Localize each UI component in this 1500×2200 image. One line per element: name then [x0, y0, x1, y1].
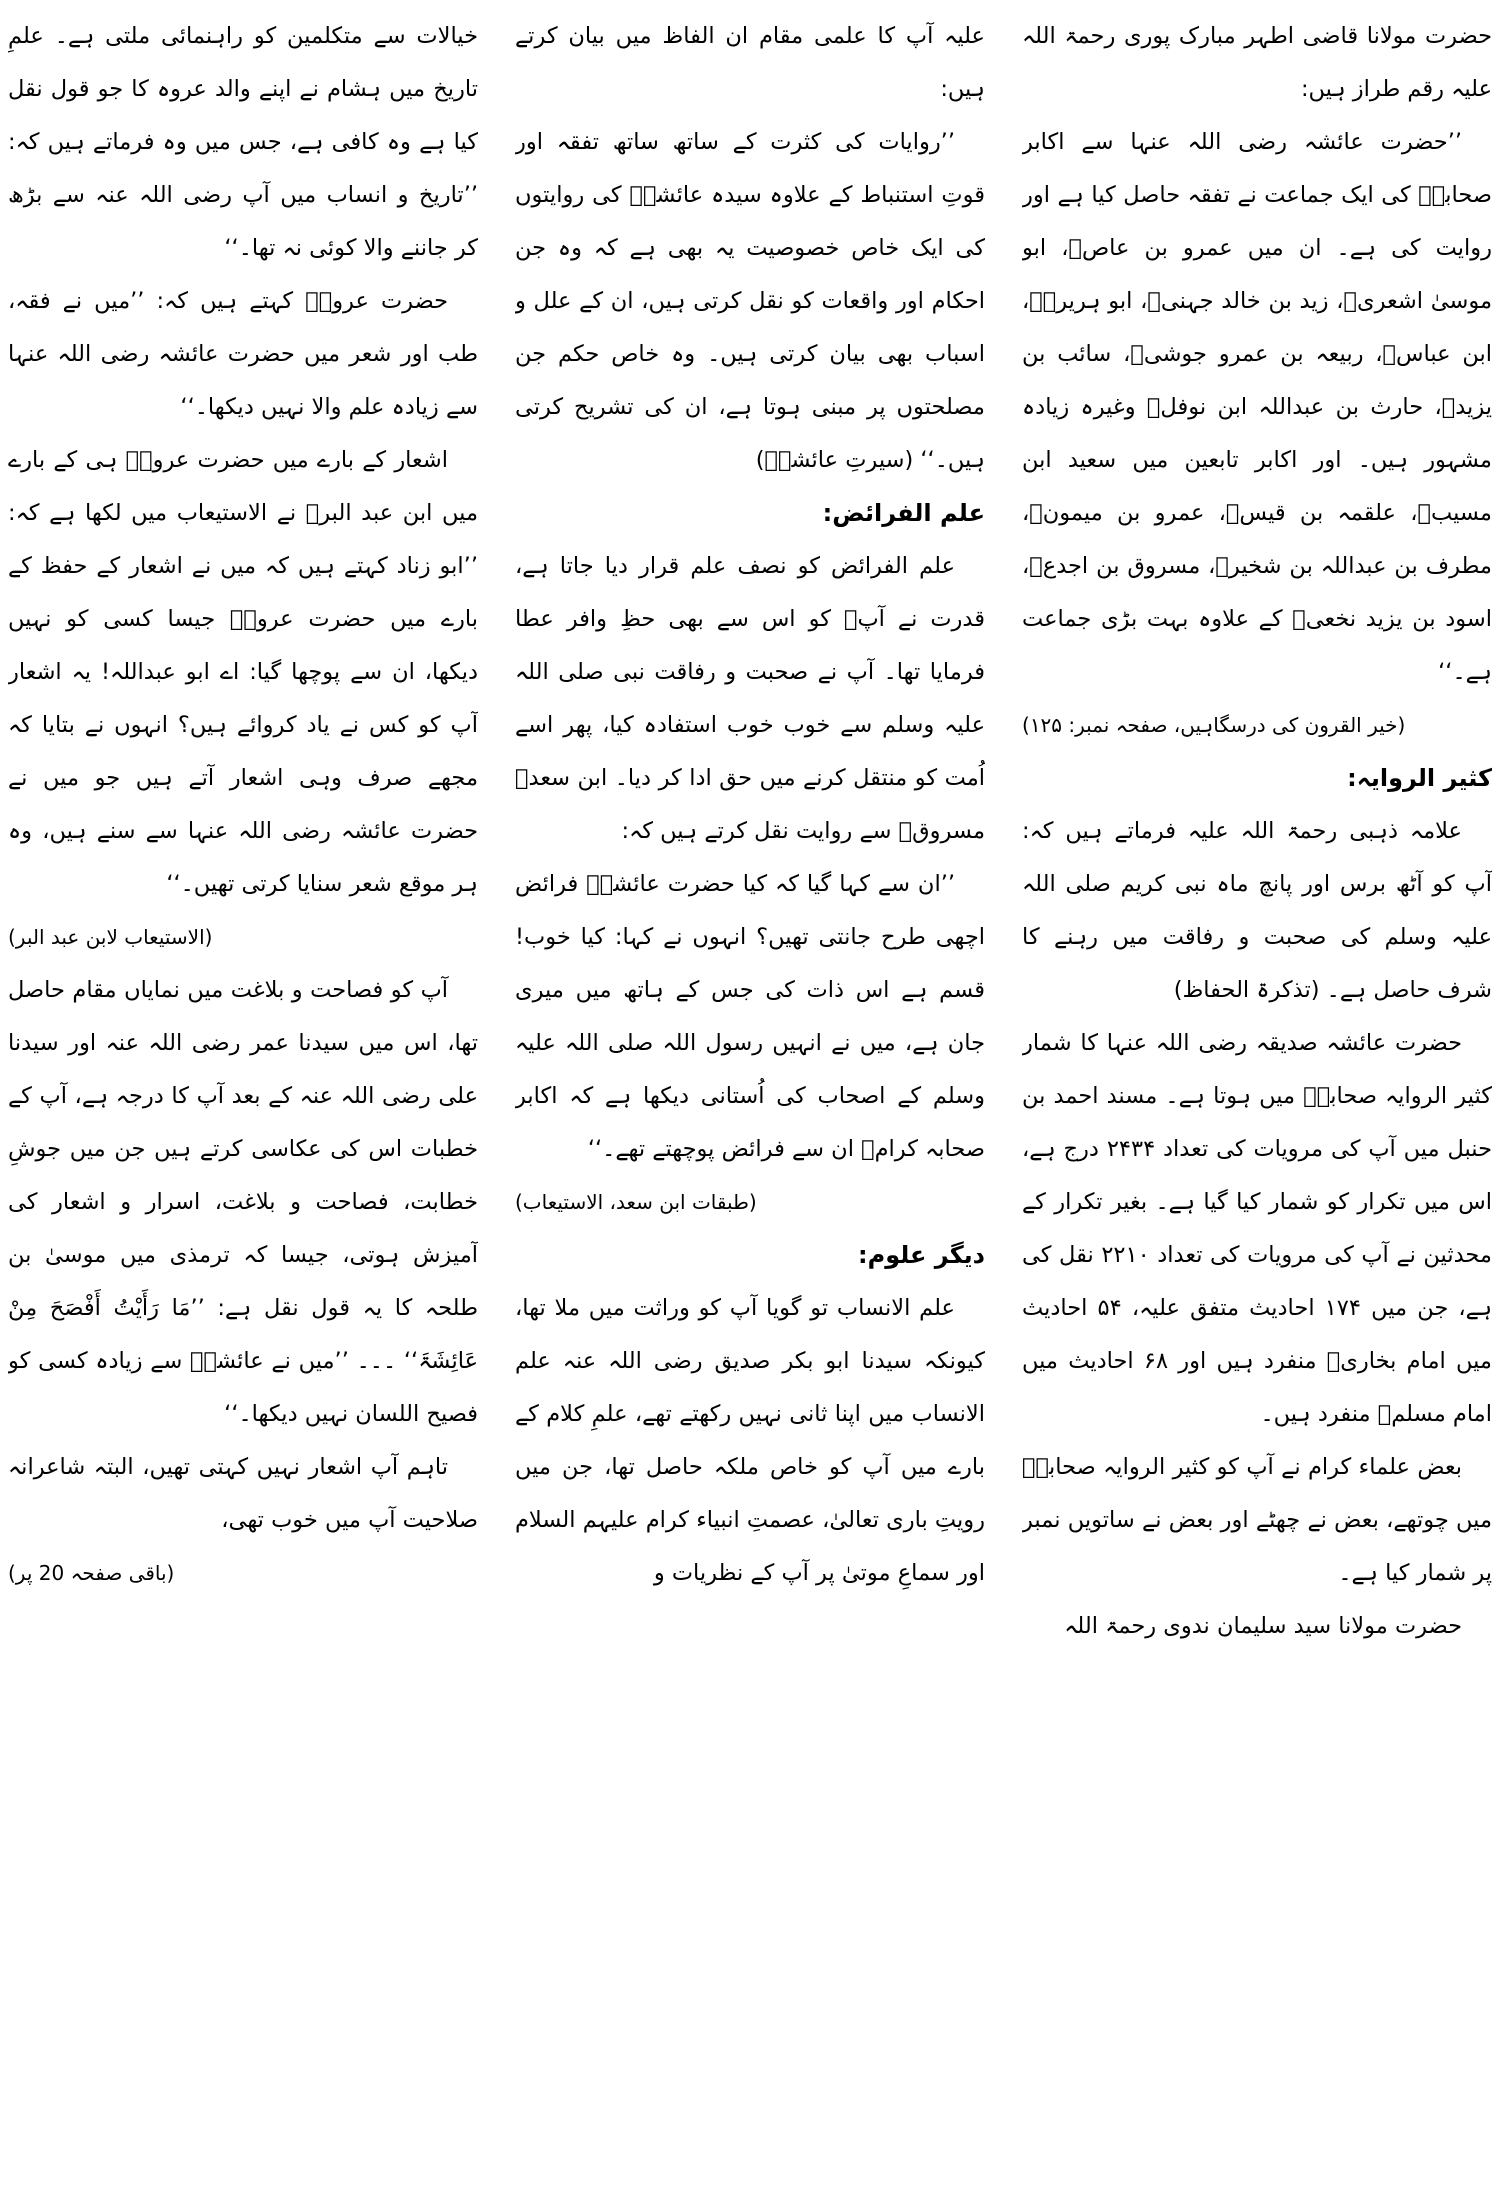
quote-paragraph: ’’حضرت عائشہ رضی اللہ عنہا سے اکابر صحابہؓ کی ایک جماعت نے تفقہ حاصل کیا ہے اور روایت کی ہے۔ ان میں عمرو بن عاصؓ، ابو موسیٰ اشعریؓ، زید بن خالد جہنیؓ، ابو ہریرہؓ، ابن عباسؓ، ربیعہ بن عمرو جوشیؓ، سائب بن یزیدؓ، حارث بن عبداللہ ابن نوفلؓ وغیرہ زیادہ مشہور ہیں۔ اور اکابر تابعین میں سعید ابن مسیبؒ، علقمہ بن قیسؒ، عمرو بن میمونؒ، مطرف بن عبداللہ بن شخیرؒ، مسروق بن اجدعؒ، اسود بن یزید نخعیؒ کے علاوہ بہت بڑی جماعت ہے۔‘‘ [1022, 129, 1492, 685]
paragraph: بعض علماء کرام نے آپ کو کثیر الروایہ صحابہؓ میں چوتھے، بعض نے چھٹے اور بعض نے ساتویں نمبر پر شمار کیا ہے۔ [1022, 1454, 1492, 1586]
paragraph: حضرت عائشہ صدیقہ رضی اللہ عنہا کا شمار کثیر الروایہ صحابہؓ میں ہوتا ہے۔ مسند احمد بن حنبل میں آپ کی مرویات کی تعداد ۲۴۳۴ درج ہے، اس میں تکرار کو شمار کیا گیا ہے۔ بغیر تکرار کے محدثین نے آپ کی مرویات کی تعداد ۲۲۱۰ نقل کی ہے، جن میں ۱۷۴ احادیث متفق علیہ، ۵۴ احادیث میں امام بخاریؒ منفرد ہیں اور ۶۸ احادیث میں امام مسلمؒ منفرد ہیں۔ [1022, 1030, 1492, 1427]
paragraph: حضرت مولانا سید سلیمان ندوی رحمۃ اللہ [1064, 1613, 1462, 1639]
paragraph: علیہ آپ کا علمی مقام ان الفاظ میں بیان کرتے ہیں: [515, 23, 985, 102]
paragraph: حضرت مولانا قاضی اطہر مبارک پوری رحمۃ اللہ علیہ رقم طراز ہیں: [1022, 23, 1492, 102]
section-heading-kaseer-ul-riwayah: کثیر الروایہ: [1347, 764, 1492, 792]
paragraph: تاہم آپ اشعار نہیں کہتی تھیں، البتہ شاعرانہ صلاحیت آپ میں خوب تھی، [8, 1454, 478, 1533]
paragraph: آپ کو فصاحت و بلاغت میں نمایاں مقام حاصل تھا، اس میں سیدنا عمر رضی اللہ عنہ اور سیدنا علی رضی اللہ عنہ کے بعد آپ کا درجہ ہے، آپ کے خطبات اس کی عکاسی کرتے ہیں جن میں جوشِ خطابت، فصاحت و بلاغت، اسرار و اشعار کی آمیزش ہوتی، جیسا کہ ترمذی میں موسیٰ بن طلحہ کا یہ قول نقل ہے: ’’مَا رَأَیْتُ أَفْصَحَ مِنْ عَائِشَۃَ‘‘ ۔۔۔ ’’میں نے عائشہؓ سے زیادہ کسی کو فصیح اللسان نہیں دیکھا۔‘‘ [8, 977, 478, 1427]
section-heading-ilm-ul-faraiz: علم الفرائض: [822, 499, 985, 527]
middle-column [515, 10, 985, 2190]
continued-on-page-note: (باقی صفحہ 20 پر) [8, 1561, 175, 1585]
left-column [8, 10, 478, 2190]
paragraph: اشعار کے بارے میں حضرت عروہؒ ہی کے بارے میں ابن عبد البرؒ نے الاستیعاب میں لکھا ہے کہ: ’’ابو زناد کہتے ہیں کہ میں نے اشعار کے حفظ کے بارے میں حضرت عروہؒ جیسا کسی کو نہیں دیکھا، ان سے پوچھا گیا: اے ابو عبداللہ! یہ اشعار آپ کو کس نے یاد کروائے ہیں؟ انہوں نے بتایا کہ مجھے صرف وہی اشعار آتے ہیں جو میں نے حضرت عائشہ رضی اللہ عنہا سے سنے ہیں، وہ ہر موقع شعر سنایا کرتی تھیں۔‘‘ [8, 447, 478, 897]
reference-citation: (الاستیعاب لابن عبد البر) [8, 925, 213, 949]
right-column [1022, 10, 1492, 2190]
quote-paragraph: ’’روایات کی کثرت کے ساتھ ساتھ تفقہ اور قوتِ استنباط کے علاوہ سیدہ عائشہؓ کی روایتوں کی ایک خاص خصوصیت یہ بھی ہے کہ وہ جن احکام اور واقعات کو نقل کرتی ہیں، ان کے علل و اسباب بھی بیان کرتی ہیں۔ وہ خاص حکم جن مصلحتوں پر مبنی ہوتا ہے، ان کی تشریح کرتی ہیں۔‘‘ (سیرتِ عائشہؓ) [515, 129, 985, 473]
quote-paragraph: ’’ان سے کہا گیا کہ کیا حضرت عائشہؓ فرائض اچھی طرح جانتی تھیں؟ انہوں نے کہا: کیا خوب! قسم ہے اس ذات کی جس کے ہاتھ میں میری جان ہے، میں نے انہیں رسول اللہ صلی اللہ علیہ وسلم کے اصحاب کی اُستانی دیکھا ہے کہ اکابر صحابہ کرامؓ ان سے فرائض پوچھتے تھے۔‘‘ [515, 871, 985, 1162]
paragraph: علامہ ذہبی رحمۃ اللہ علیہ فرماتے ہیں کہ: آپ کو آٹھ برس اور پانچ ماہ نبی کریم صلی اللہ علیہ وسلم کی صحبت و رفاقت میں رہنے کا شرف حاصل ہے۔ (تذکرۃ الحفاظ) [1022, 818, 1492, 1003]
section-heading-deegar-uloom: دیگر علوم: [858, 1241, 985, 1269]
paragraph: حضرت عروہؒ کہتے ہیں کہ: ’’میں نے فقہ، طب اور شعر میں حضرت عائشہ رضی اللہ عنہا سے زیادہ علم والا نہیں دیکھا۔‘‘ [8, 288, 478, 420]
paragraph: علم الانساب تو گویا آپ کو وراثت میں ملا تھا، کیونکہ سیدنا ابو بکر صدیق رضی اللہ عنہ علم الانساب میں اپنا ثانی نہیں رکھتے تھے، علمِ کلام کے بارے میں آپ کو خاص ملکہ حاصل تھا، جن میں رویتِ باری تعالیٰ، عصمتِ انبیاء کرام علیہم السلام اور سماعِ موتیٰ پر آپ کے نظریات و [515, 1295, 985, 1586]
paragraph: علم الفرائض کو نصف علم قرار دیا جاتا ہے، قدرت نے آپؓ کو اس سے بھی حظِ وافر عطا فرمایا تھا۔ آپ نے صحبت و رفاقت نبی صلی اللہ علیہ وسلم سے خوب خوب استفادہ کیا، پھر اسے اُمت کو منتقل کرنے میں حق ادا کر دیا۔ ابن سعدؒ مسروقؒ سے روایت نقل کرتے ہیں کہ: [515, 553, 985, 844]
reference-citation: (طبقات ابن سعد، الاستیعاب) [515, 1190, 757, 1214]
reference-citation: (خیر القرون کی درسگاہیں، صفحہ نمبر: ۱۲۵) [1022, 713, 1406, 737]
paragraph: خیالات سے متکلمین کو راہنمائی ملتی ہے۔ علمِ تاریخ میں ہشام نے اپنے والد عروہ کا جو قول نقل کیا ہے وہ کافی ہے، جس میں وہ فرماتے ہیں کہ: ’’تاریخ و انساب میں آپ رضی اللہ عنہ سے بڑھ کر جاننے والا کوئی نہ تھا۔‘‘ [8, 23, 478, 261]
